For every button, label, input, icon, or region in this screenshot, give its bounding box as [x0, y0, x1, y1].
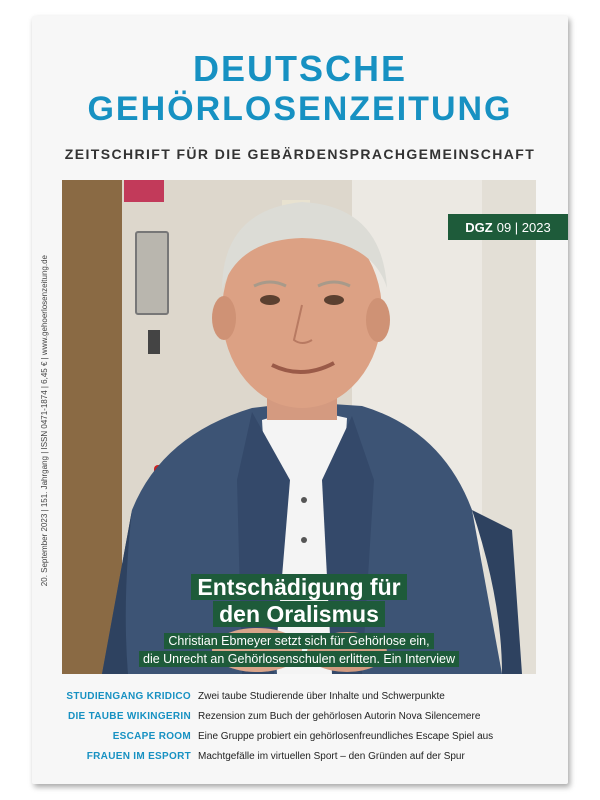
issue-brand: DGZ — [465, 219, 493, 235]
toc-item-description: Zwei taube Studierende über Inhalte und Schwerpunkte — [198, 690, 445, 702]
headline-line2: den Oralismus — [213, 601, 385, 627]
toc-item-description: Eine Gruppe probiert ein gehörlosenfreundliches Escape Spiel aus — [198, 730, 494, 742]
magazine-title-line2: GEHÖRLOSENZEITUNG — [87, 90, 513, 128]
issue-badge — [448, 214, 568, 240]
table-of-contents — [32, 686, 568, 766]
deck-line2: die Unrecht an Gehörlosenschulen erlitten. Ein Interview — [139, 651, 459, 667]
toc-item-topic: STUDIENGANG KRIDICO — [66, 690, 191, 702]
toc-item — [32, 726, 568, 746]
issue-number: 09 | 2023 — [496, 219, 551, 235]
magazine-title-line1: DEUTSCHE — [192, 48, 408, 89]
headline-line1: Entschädigung für — [191, 574, 406, 600]
toc-item — [32, 746, 568, 766]
toc-item-topic: DIE TAUBE WIKINGERIN — [67, 710, 191, 722]
spine-info — [34, 256, 54, 586]
deck-line1: Christian Ebmeyer setzt sich für Gehörlose ein, — [164, 633, 433, 649]
magazine-subtitle: ZEITSCHRIFT FÜR DIE GEBÄRDENSPRACHGEMEINSCHAFT — [64, 146, 536, 162]
toc-item — [32, 706, 568, 726]
toc-item-topic: FRAUEN IM ESPORT — [86, 750, 191, 762]
toc-item-description: Machtgefälle im virtuellen Sport – den Gründen auf der Spur — [198, 750, 465, 762]
toc-item-description: Rezension zum Buch der gehörlosen Autorin Nova Silencemere — [198, 710, 481, 722]
magazine-cover — [32, 16, 568, 784]
spine-text: 20. September 2023 | 151. Jahrgang | ISSN 0471-1874 | 6,45 € | www.gehoerlosenzeitung.de — [39, 255, 49, 587]
toc-item — [32, 686, 568, 706]
toc-item-topic: ESCAPE ROOM — [112, 730, 191, 742]
